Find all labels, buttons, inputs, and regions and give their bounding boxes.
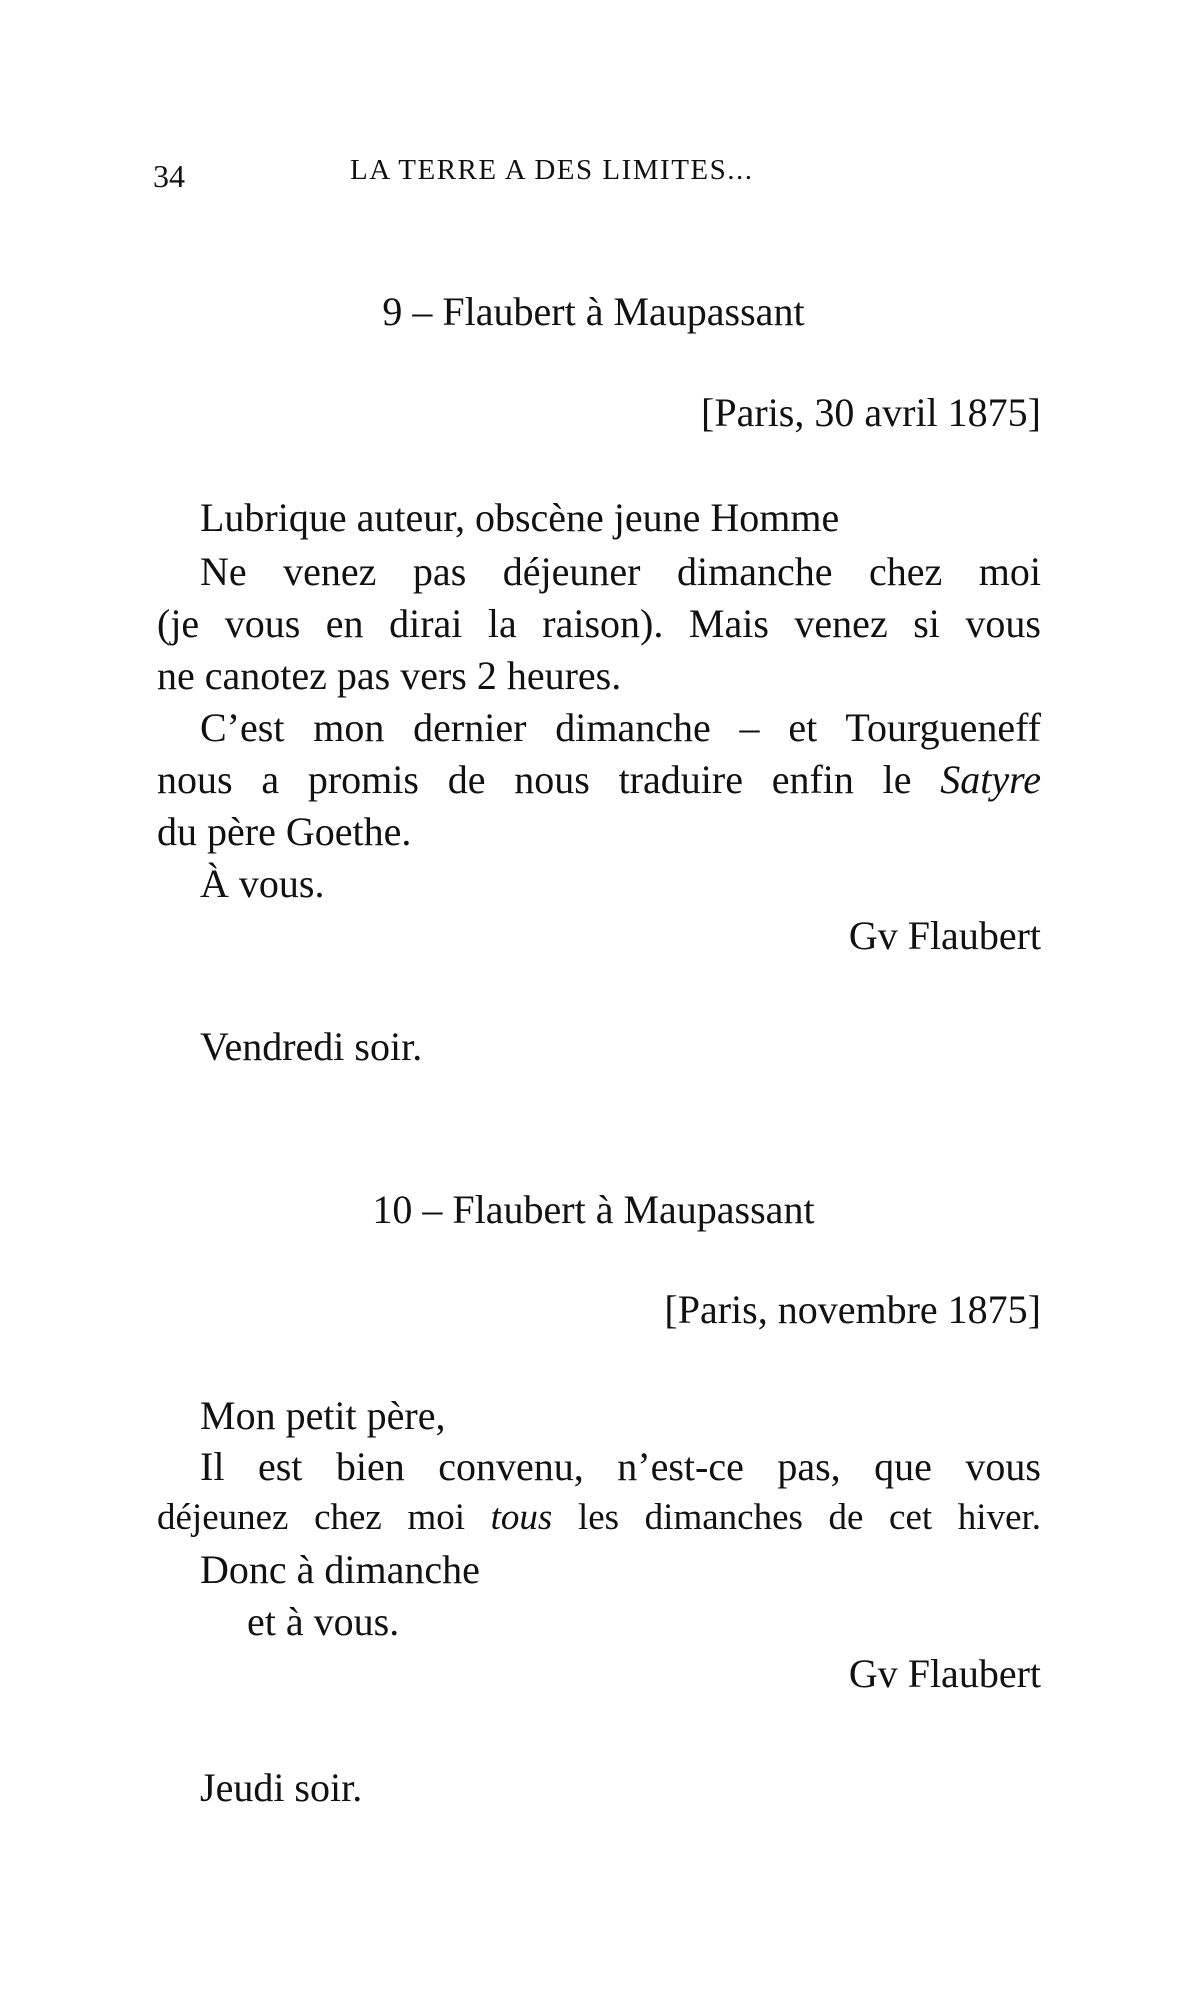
- signature: Gv Flaubert: [848, 913, 1041, 958]
- page-number: 34: [153, 158, 185, 194]
- letter-date: [Paris, novembre 1875]: [664, 1287, 1041, 1332]
- letter-line: Lubrique auteur, obscène jeune Homme: [200, 495, 840, 540]
- letter-line: Donc à dimanche: [200, 1547, 480, 1592]
- letter-line: du père Goethe.: [157, 809, 412, 854]
- postscript: Vendredi soir.: [200, 1024, 423, 1069]
- italic-word: tous: [490, 1497, 553, 1538]
- letter-line: (je vous en dirai la raison). Mais venez si vous: [157, 601, 1041, 646]
- letter-heading: 9 – Flaubert à Maupassant: [382, 289, 805, 334]
- letter-line: Mon petit père,: [200, 1393, 446, 1438]
- letter-line: et à vous.: [247, 1599, 400, 1644]
- text-run: nous a promis de nous traduire enfin le: [157, 757, 912, 802]
- text-run: les dimanches de cet hiver.: [577, 1497, 1042, 1538]
- letter-line: Il est bien convenu, n’est-ce pas, que vous: [200, 1444, 1041, 1489]
- letter-date: [Paris, 30 avril 1875]: [701, 390, 1041, 435]
- letter-line: ne canotez pas vers 2 heures.: [157, 653, 622, 698]
- running-title: LA TERRE A DES LIMITES...: [350, 154, 754, 186]
- letter-line: [157, 757, 1041, 802]
- letter-line: C’est mon dernier dimanche – et Tourgueneff: [200, 705, 1041, 750]
- postscript: Jeudi soir.: [200, 1765, 363, 1810]
- text-run: déjeunez chez moi: [157, 1497, 466, 1538]
- letter-line: [157, 1499, 1041, 1536]
- letter-heading: 10 – Flaubert à Maupassant: [372, 1187, 815, 1232]
- letter-line: Ne venez pas déjeuner dimanche chez moi: [200, 549, 1041, 594]
- letter-line: À vous.: [200, 861, 325, 906]
- signature: Gv Flaubert: [848, 1651, 1041, 1696]
- italic-title: Satyre: [940, 757, 1041, 802]
